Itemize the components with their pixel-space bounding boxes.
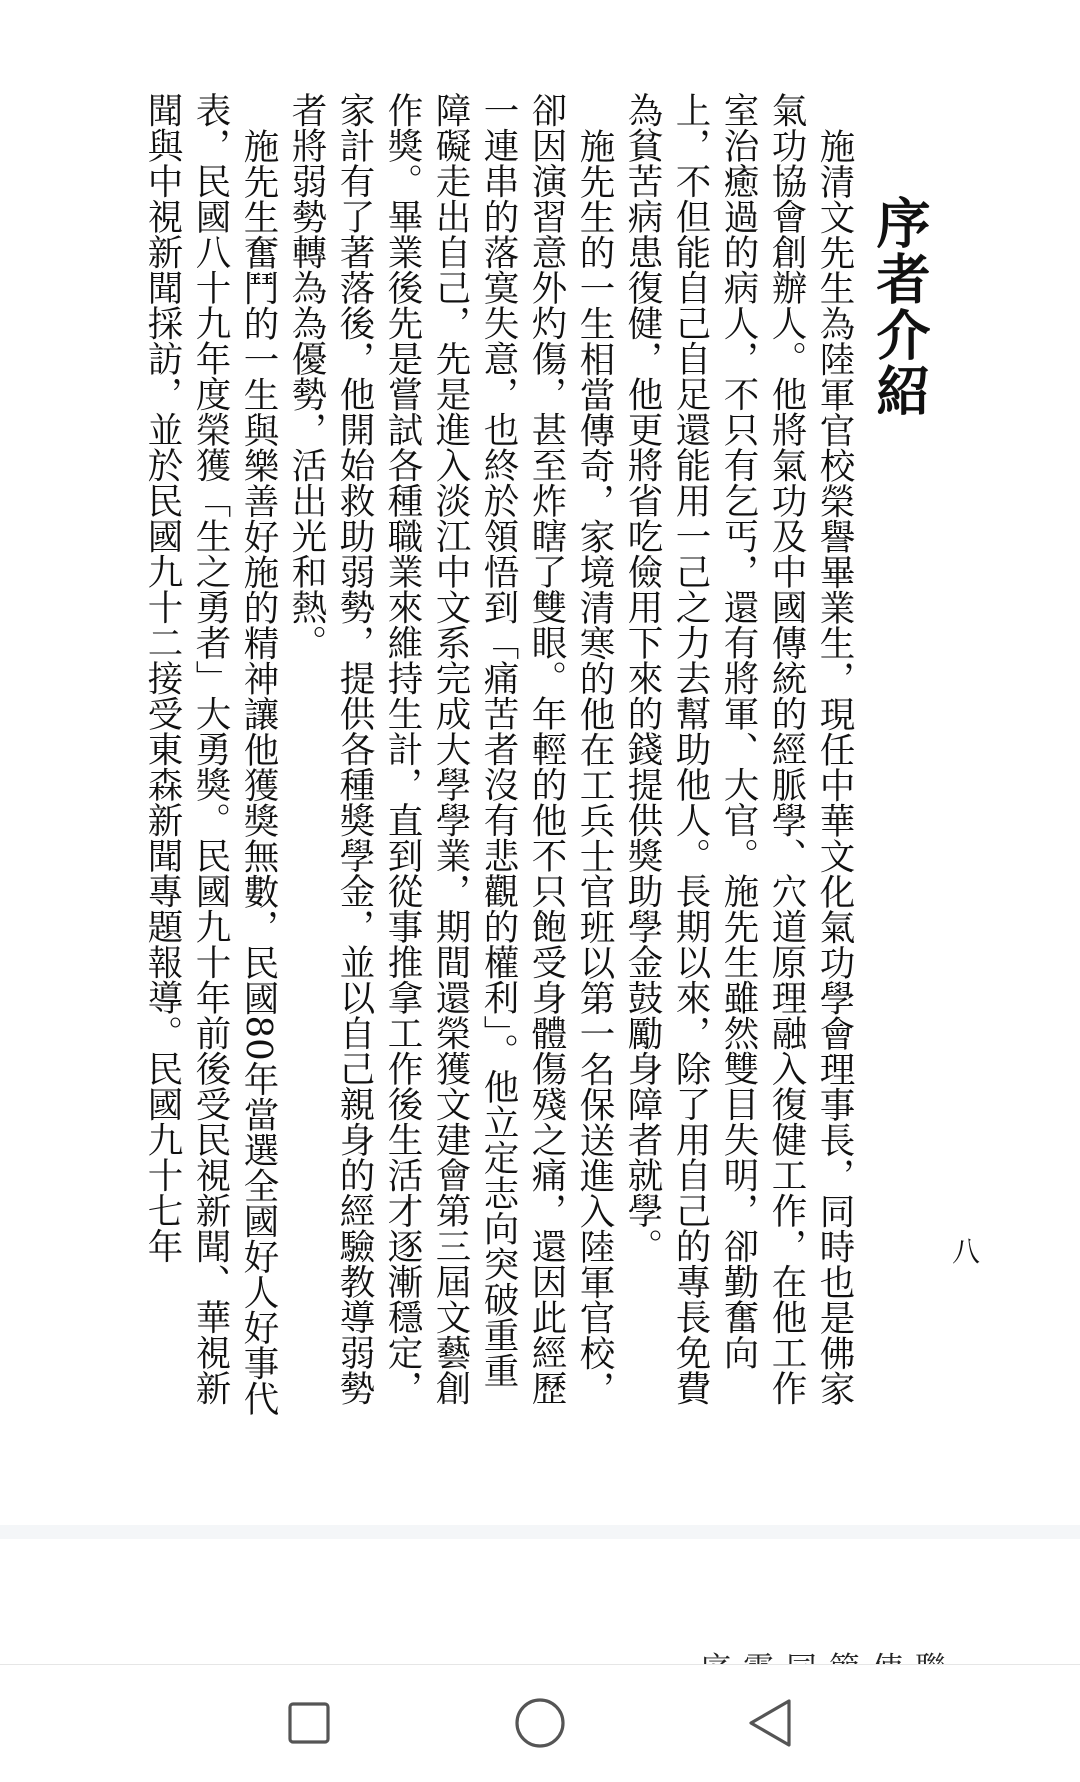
home-button[interactable] (508, 1691, 572, 1755)
circle-home-icon (513, 1696, 567, 1750)
paragraph-3: 施先生奮鬥的一生與樂善好施的精神讓他獲獎無數，民國80年當選全國好人好事代表，民國八十九年度榮獲「生之勇者」大勇獎。民國九十年前後受民視新聞、華視新聞與中視新聞採訪，並於民國九十二接受東森新聞專題報導。民國九十七年 (142, 92, 279, 1416)
back-button[interactable] (738, 1691, 802, 1755)
triangle-back-icon (745, 1697, 795, 1749)
paragraph-2: 施先生的一生相當傳奇，家境清寒的他在工兵士官班以第一名保送進入陸軍官校，卻因演習意外灼傷，甚至炸瞎了雙眼。年輕的他不只飽受身體傷殘之痛，還因此經歷一連串的落寞失意，也終於領悟到「痛苦者沒有悲觀的權利」。他立定志向突破重重障礙走出自己，先是進入淡江中文系完成大學學業，期間還榮獲文建會第三屆文藝創作獎。畢業後先是嘗試各種職業來維持生計，直到從事推拿工作後生活才逐漸穩定，家計有了著落後，他開始救助弱勢，提供各種獎學金，並以自己親身的經驗教導弱勢者將弱勢轉為為優勢，活出光和熱。 (286, 92, 615, 1406)
square-recents-icon (286, 1700, 332, 1746)
paragraph-1: 施清文先生為陸軍官校榮譽畢業生，現任中華文化氣功學會理事長，同時也是佛家氣功協會創辦人。他將氣功及中國傳統的經脈學、穴道原理融入復健工作，在他工作室治癒過的病人，不只有乞丐，還有將軍、大官。施先生雖然雙目失明，卻勤奮向上，不但能自己自足還能用一己之力去幫助他人。長期以來，除了用自己的專長免費為貧苦病患復健，他更將省吃儉用下來的錢提供獎助學金鼓勵身障者就學。 (622, 92, 855, 1406)
body-text (78, 92, 858, 1422)
page-separator (0, 1525, 1080, 1539)
recent-apps-button[interactable] (277, 1691, 341, 1755)
page-number: 八 (952, 1235, 981, 1268)
system-nav-bar (0, 1664, 1080, 1782)
page-title: 序者介紹 (868, 195, 932, 419)
next-page-preview (0, 1539, 1080, 1664)
